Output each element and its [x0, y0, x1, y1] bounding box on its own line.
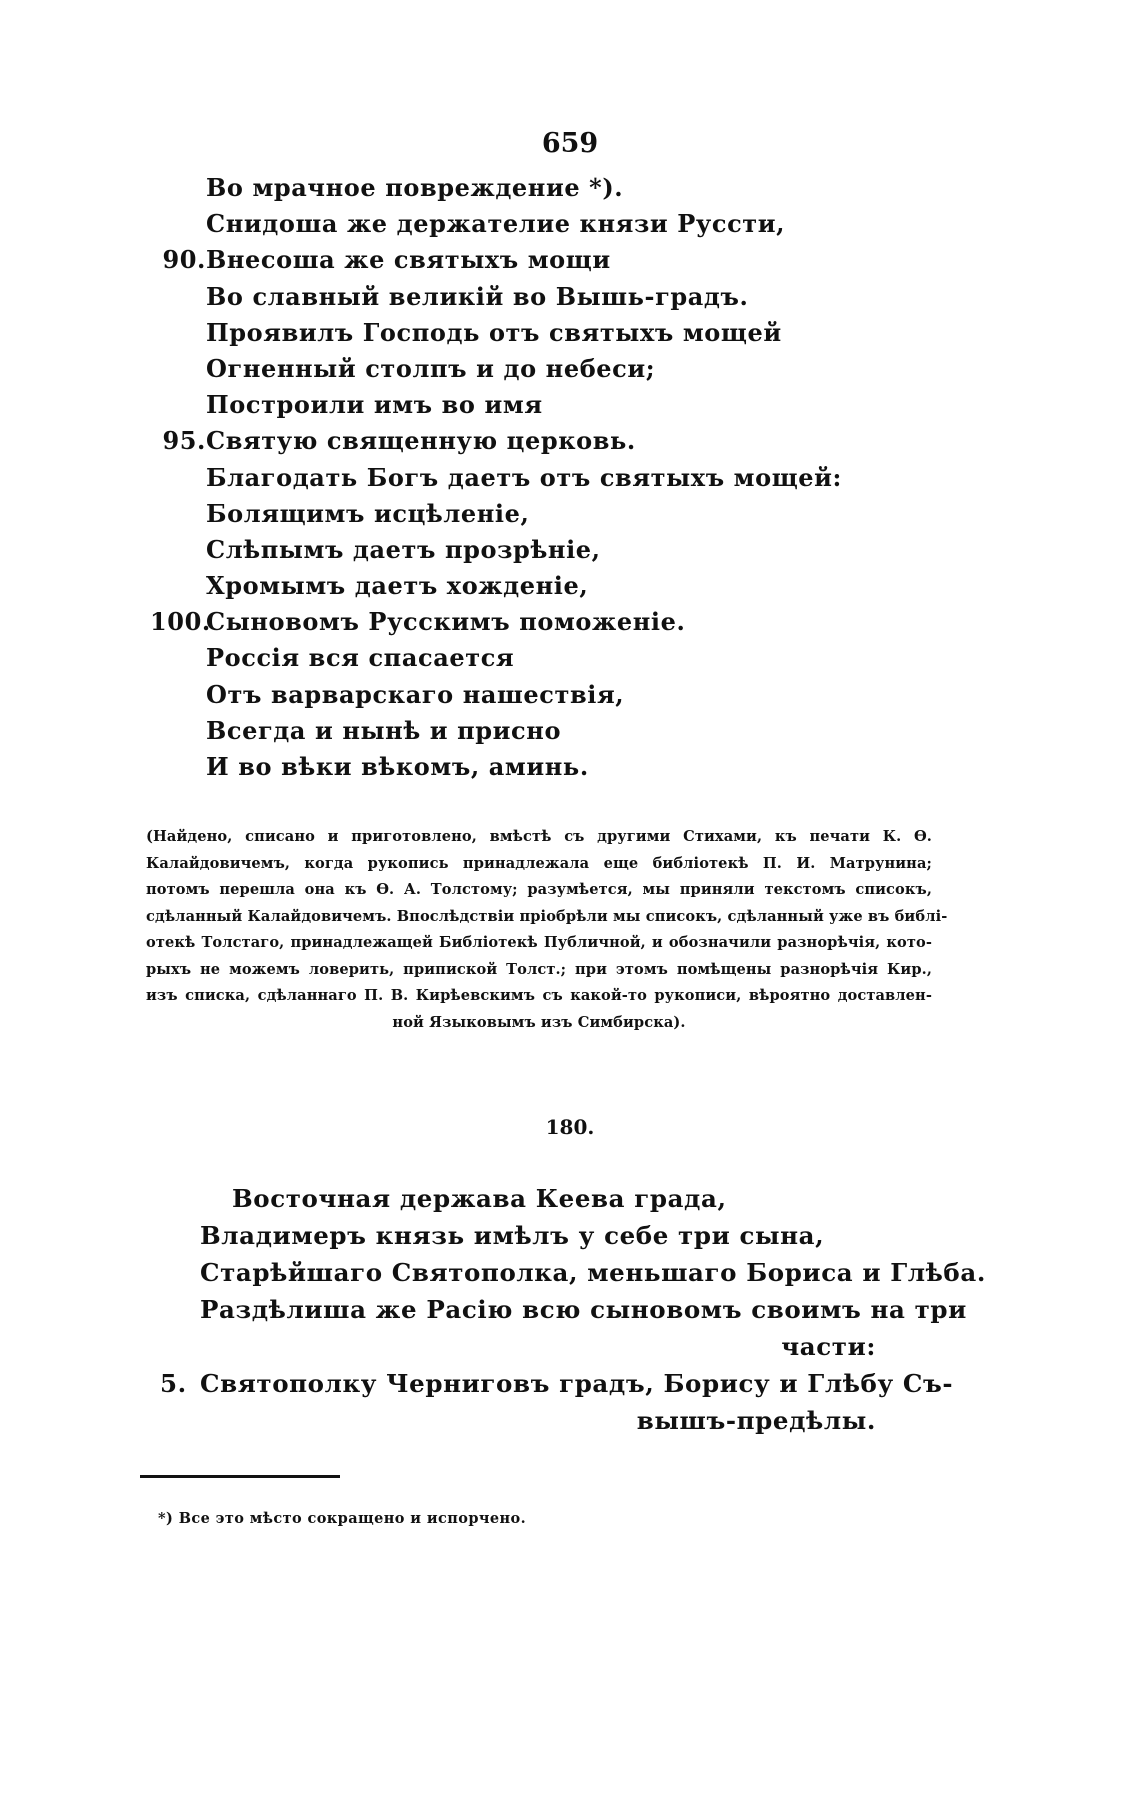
poem-line [160, 1328, 920, 1365]
verse-line [150, 279, 870, 315]
poem-line [160, 1254, 986, 1291]
verse-line [150, 713, 870, 749]
verse-text: Во мрачное повреждение *). [206, 173, 624, 202]
note-line: отекѣ Толстаго, принадлежащей Библіотекѣ Публичной, и обозначили разнорѣчія, кото- [146, 934, 932, 951]
verse-line [150, 242, 870, 278]
verse-line [150, 677, 870, 713]
verse-line [150, 170, 870, 206]
verse-text: Во славный великій во Вышь-градъ. [206, 281, 749, 311]
note-line: сдѣланный Калайдовичемъ. Впослѣдствіи пріобрѣли мы списокъ, сдѣланный уже въ библі- [146, 907, 948, 925]
verse-text: Снидоша же держателие князи Руссти, [206, 209, 786, 239]
poem-text: Восточная держава Кеева града, [232, 1184, 727, 1213]
editorial-note [146, 824, 948, 1036]
poem-180 [160, 1180, 986, 1439]
verse-text: Святую священную церковь. [206, 426, 636, 456]
note-line: ной Языковымъ изъ Симбирска). [392, 1013, 686, 1031]
verse-line [150, 568, 870, 604]
poem-text: части: [781, 1332, 876, 1361]
verse-text: Проявилъ Господь отъ святыхъ мощей [206, 317, 782, 347]
note-line: Калайдовичемъ, когда рукопись принадлежала еще библіотекѣ П. И. Матрунина; [146, 854, 932, 872]
note-line: (Найдено, списано и приготовлено, вмѣстѣ съ другими Стихами, къ печати К. Ѳ. [146, 828, 932, 845]
verse-line [150, 206, 870, 242]
verse-text: Болящимъ исцѣленіе, [206, 498, 530, 528]
verse-text: Огненный столпъ и до небеси; [206, 353, 656, 383]
verse-line [150, 640, 870, 676]
verse-text: Благодать Богъ даетъ отъ святыхъ мощей: [206, 462, 843, 492]
poem-line [160, 1180, 920, 1217]
poem-text: Святополку Черниговъ градъ, Борису и Глѣбу Съ- [200, 1369, 954, 1398]
verse-line [150, 532, 870, 568]
verse-line [150, 351, 870, 387]
poem-line [160, 1402, 920, 1439]
verse-text: Внесоша же святыхъ мощи [206, 245, 611, 275]
poem-line [160, 1217, 920, 1254]
line-number: 95. [162, 426, 206, 456]
line-number: 100. [150, 607, 211, 637]
verse-text: Слѣпымъ даетъ прозрѣніе, [206, 534, 601, 564]
page-number: 659 [541, 128, 599, 159]
footnote-separator [140, 1475, 340, 1478]
line-number: 5. [160, 1369, 187, 1398]
verse-text: Отъ варварскаго нашествія, [206, 679, 625, 709]
note-line: потомъ перешла она къ Ѳ. А. Толстому; разумѣется, мы приняли текстомъ списокъ, [146, 881, 932, 898]
poem-text: вышъ-предѣлы. [636, 1406, 876, 1435]
note-line: изъ списка, сдѣланнаго П. В. Кирѣевскимъ съ какой-то рукописи, вѣроятно доставлен- [146, 987, 932, 1004]
verse-block [150, 170, 870, 785]
verse-text: Сыновомъ Русскимъ поможеніе. [206, 607, 686, 637]
section-number: 180. [545, 1115, 595, 1139]
verse-text: Россія вся спасается [206, 643, 515, 673]
verse-line [150, 315, 870, 351]
footnote: *) Все это мѣсто сокращено и испорчено. [158, 1510, 527, 1527]
note-line: рыхъ не можемъ ловерить, припиской Толст.; при этомъ помѣщены разнорѣчія Кир., [146, 960, 932, 978]
verse-text: Построили имъ во имя [206, 390, 543, 420]
line-number: 90. [162, 245, 206, 275]
poem-line [160, 1365, 954, 1402]
poem-text: Владимеръ князь имѣлъ у себе три сына, [200, 1221, 825, 1250]
poem-text: Старѣйшаго Святополка, меньшаго Бориса и Глѣба. [200, 1258, 986, 1287]
verse-text: Всегда и нынѣ и присно [206, 715, 562, 745]
verse-text: И во вѣки вѣкомъ, аминь. [206, 752, 589, 781]
verse-line [150, 423, 870, 459]
verse-line [150, 460, 870, 496]
verse-line [150, 387, 870, 423]
verse-line [150, 496, 870, 532]
verse-line [150, 749, 870, 785]
poem-text: Раздѣлиша же Расію всю сыновомъ своимъ на три [200, 1295, 967, 1324]
poem-line [160, 1291, 967, 1328]
verse-line [150, 604, 870, 640]
verse-text: Хромымъ даетъ хожденіе, [206, 571, 589, 601]
